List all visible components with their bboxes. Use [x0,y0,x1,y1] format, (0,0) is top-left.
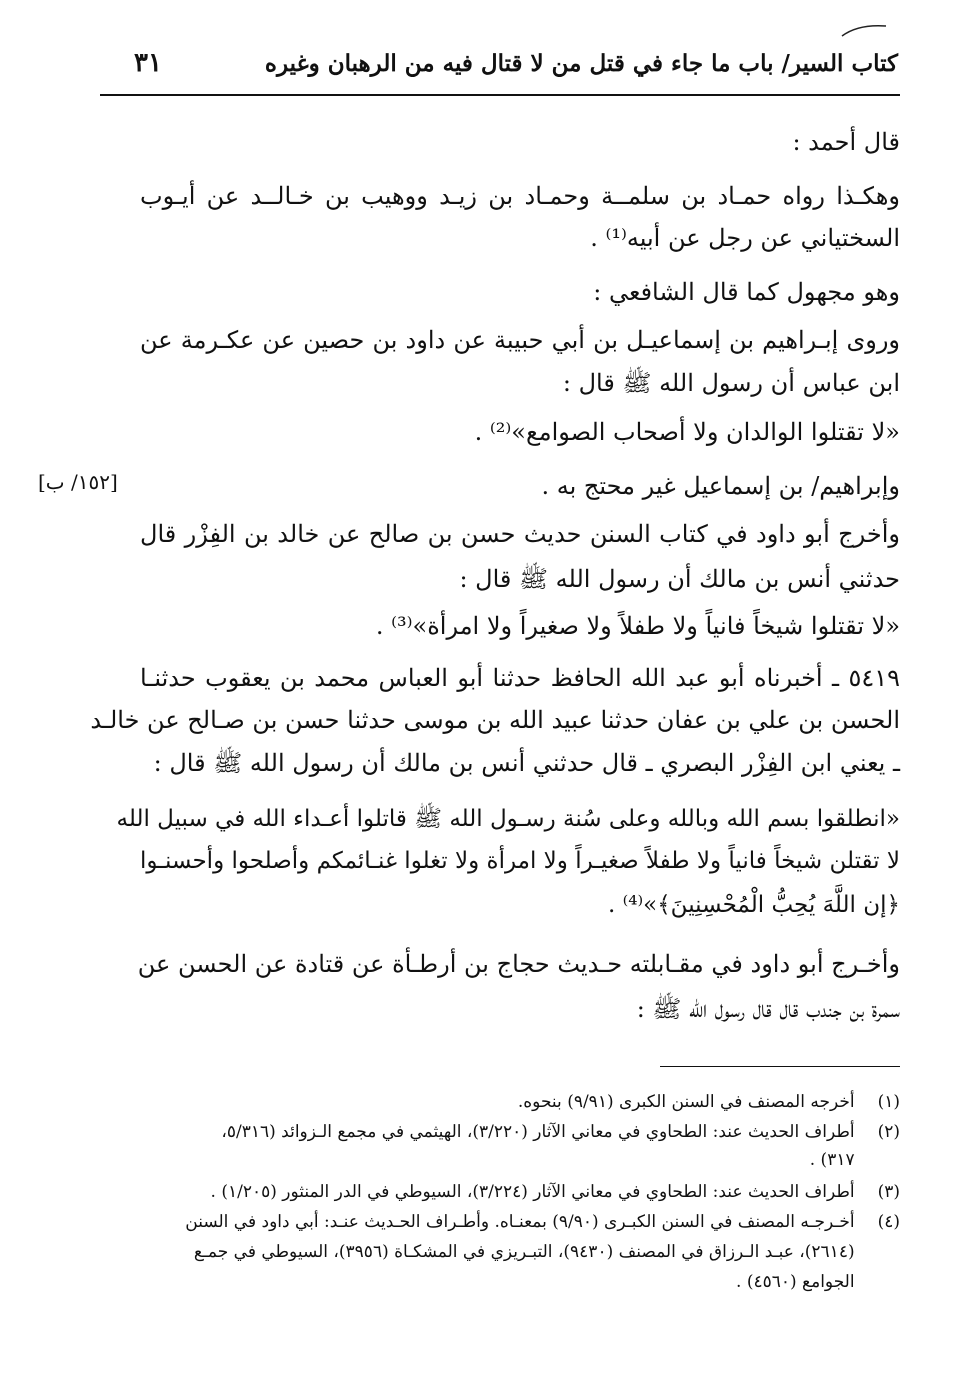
quran-verse: ﴿إن اللَّهَ يُحِبُّ الْمُحْسِنِينَ﴾»⁽⁴⁾ . [607,892,900,918]
footnote-text: ٣١٧) . [809,1150,855,1170]
footnote-text: أخـرجـه المصنف في السنن الكبـرى (٩/٩٠) بمعنـاه. وأطـراف الحـديث عنـد: أبي داود في السنن [185,1212,855,1232]
footnote-2 [140,1122,900,1142]
footnote-text: أطراف الحديث عند: الطحاوي في معاني الآثار (٣/٢٢٠)، الهيثمي في مجمع الـزوائد (٥/٣١٦، [221,1122,855,1142]
body-line: وإبراهيم/ بن إسماعيل غير محتج به . [541,472,900,500]
body-line: وروى إبـراهيم بن إسماعيـل بن أبي حبيبة عن داود بن حصين عن عكـرمة عن [140,326,900,354]
footnote-3 [140,1182,900,1202]
body-line: الحسن بن علي بن عفان حدثنا عبيد الله بن موسى حدثنا حسن بن صـالح عن خالـد [90,706,900,734]
page-number: ٣١ [134,48,162,78]
hadith-number-line: ٥٤١٩ ـ أخبرناه أبو عبد الله الحافظ حدثنا أبو العباس محمد بن يعقوب حدثنـا [140,664,900,692]
manuscript-folio-ref: [١٥٢/ ب] [38,470,118,494]
footnote-text: أطراف الحديث عند: الطحاوي في معاني الآثار (٣/٢٢٤)، السيوطي في الدر المنثور (١/٢٠٥) . [210,1182,855,1202]
body-line: ـ يعني ابن الفِزْر البصري ـ قال حدثني أنس بن مالك أن رسول الله ﷺ قال : [153,749,900,777]
body-line: ابن عباس أن رسول الله ﷺ قال : [562,369,900,397]
footnote-text: أخرجه المصنف في السنن الكبرى (٩/٩١) بنحوه. [517,1092,855,1112]
body-line: وهكـذا رواه حمـاد بن سلمــة وحمـاد بن زيـد ووهيب بن خـالــد عن أيـوب [140,182,900,210]
footnote-4-continuation [140,1272,900,1292]
body-line: سمرة بن جندب قال قال رسول الله ﷺ : [636,995,900,1023]
footnote-number: (٤) [877,1212,900,1232]
header-divider [100,94,900,96]
body-line: السختياني عن رجل عن أبيه⁽¹⁾ . [590,224,900,252]
hadith-quote: «لا تقتلوا الوالدان ولا أصحاب الصوامع»⁽²⁾ . [474,418,900,446]
hadith-quote: لا تقتلن شيخاً فانياً ولا طفلاً صغيـراً ولا امرأة ولا تغلوا غنـائمكم وأصلحوا وأحسنـوا [140,848,900,874]
running-header-title: كتاب السير/ باب ما جاء في قتل من لا قتال فيه من الرهبان وغيره [264,50,898,77]
footnote-number: (٢) [877,1122,900,1142]
footnote-text: (٢٦١٤)، عبـد الـرزاق في المصنف (٩٤٣٠)، التبـريزي في المشكـاة (٣٩٥٦)، السيوطي في جمـع [193,1242,855,1262]
footnote-number: (٣) [877,1182,900,1202]
body-line: قال أحمد : [792,128,900,156]
footnote-1 [140,1092,900,1112]
hadith-quote: «انطلقوا بسم الله وبالله وعلى سُنة رسـول الله ﷺ قاتلوا أعـداء الله في سبيل الله [116,806,900,832]
footnote-divider [660,1066,900,1067]
footnote-4 [140,1212,900,1232]
body-line: حدثني أنس بن مالك أن رسول الله ﷺ قال : [459,565,900,593]
body-line: وهو مجهول كما قال الشافعي : [593,278,900,306]
body-line: وأخـرج أبو داود في مقـابلته حـديث حجاج بن أرطـأة عن قتادة عن الحسن عن [137,950,900,978]
hadith-quote: «لا تقتلوا شيخاً فانياً ولا طفلاً ولا صغيراً ولا امرأة»⁽³⁾ . [375,612,900,640]
footnote-text: الجوامع (٤٥٦٠) . [736,1272,855,1292]
body-line: وأخرج أبو داود في كتاب السنن حديث حسن بن صالح عن خالد بن الفِزْر قال [140,520,900,548]
footnote-number: (١) [877,1092,900,1112]
pen-mark-decoration [840,20,888,40]
footnote-4-continuation [140,1242,900,1262]
footnote-2-continuation [140,1150,900,1170]
